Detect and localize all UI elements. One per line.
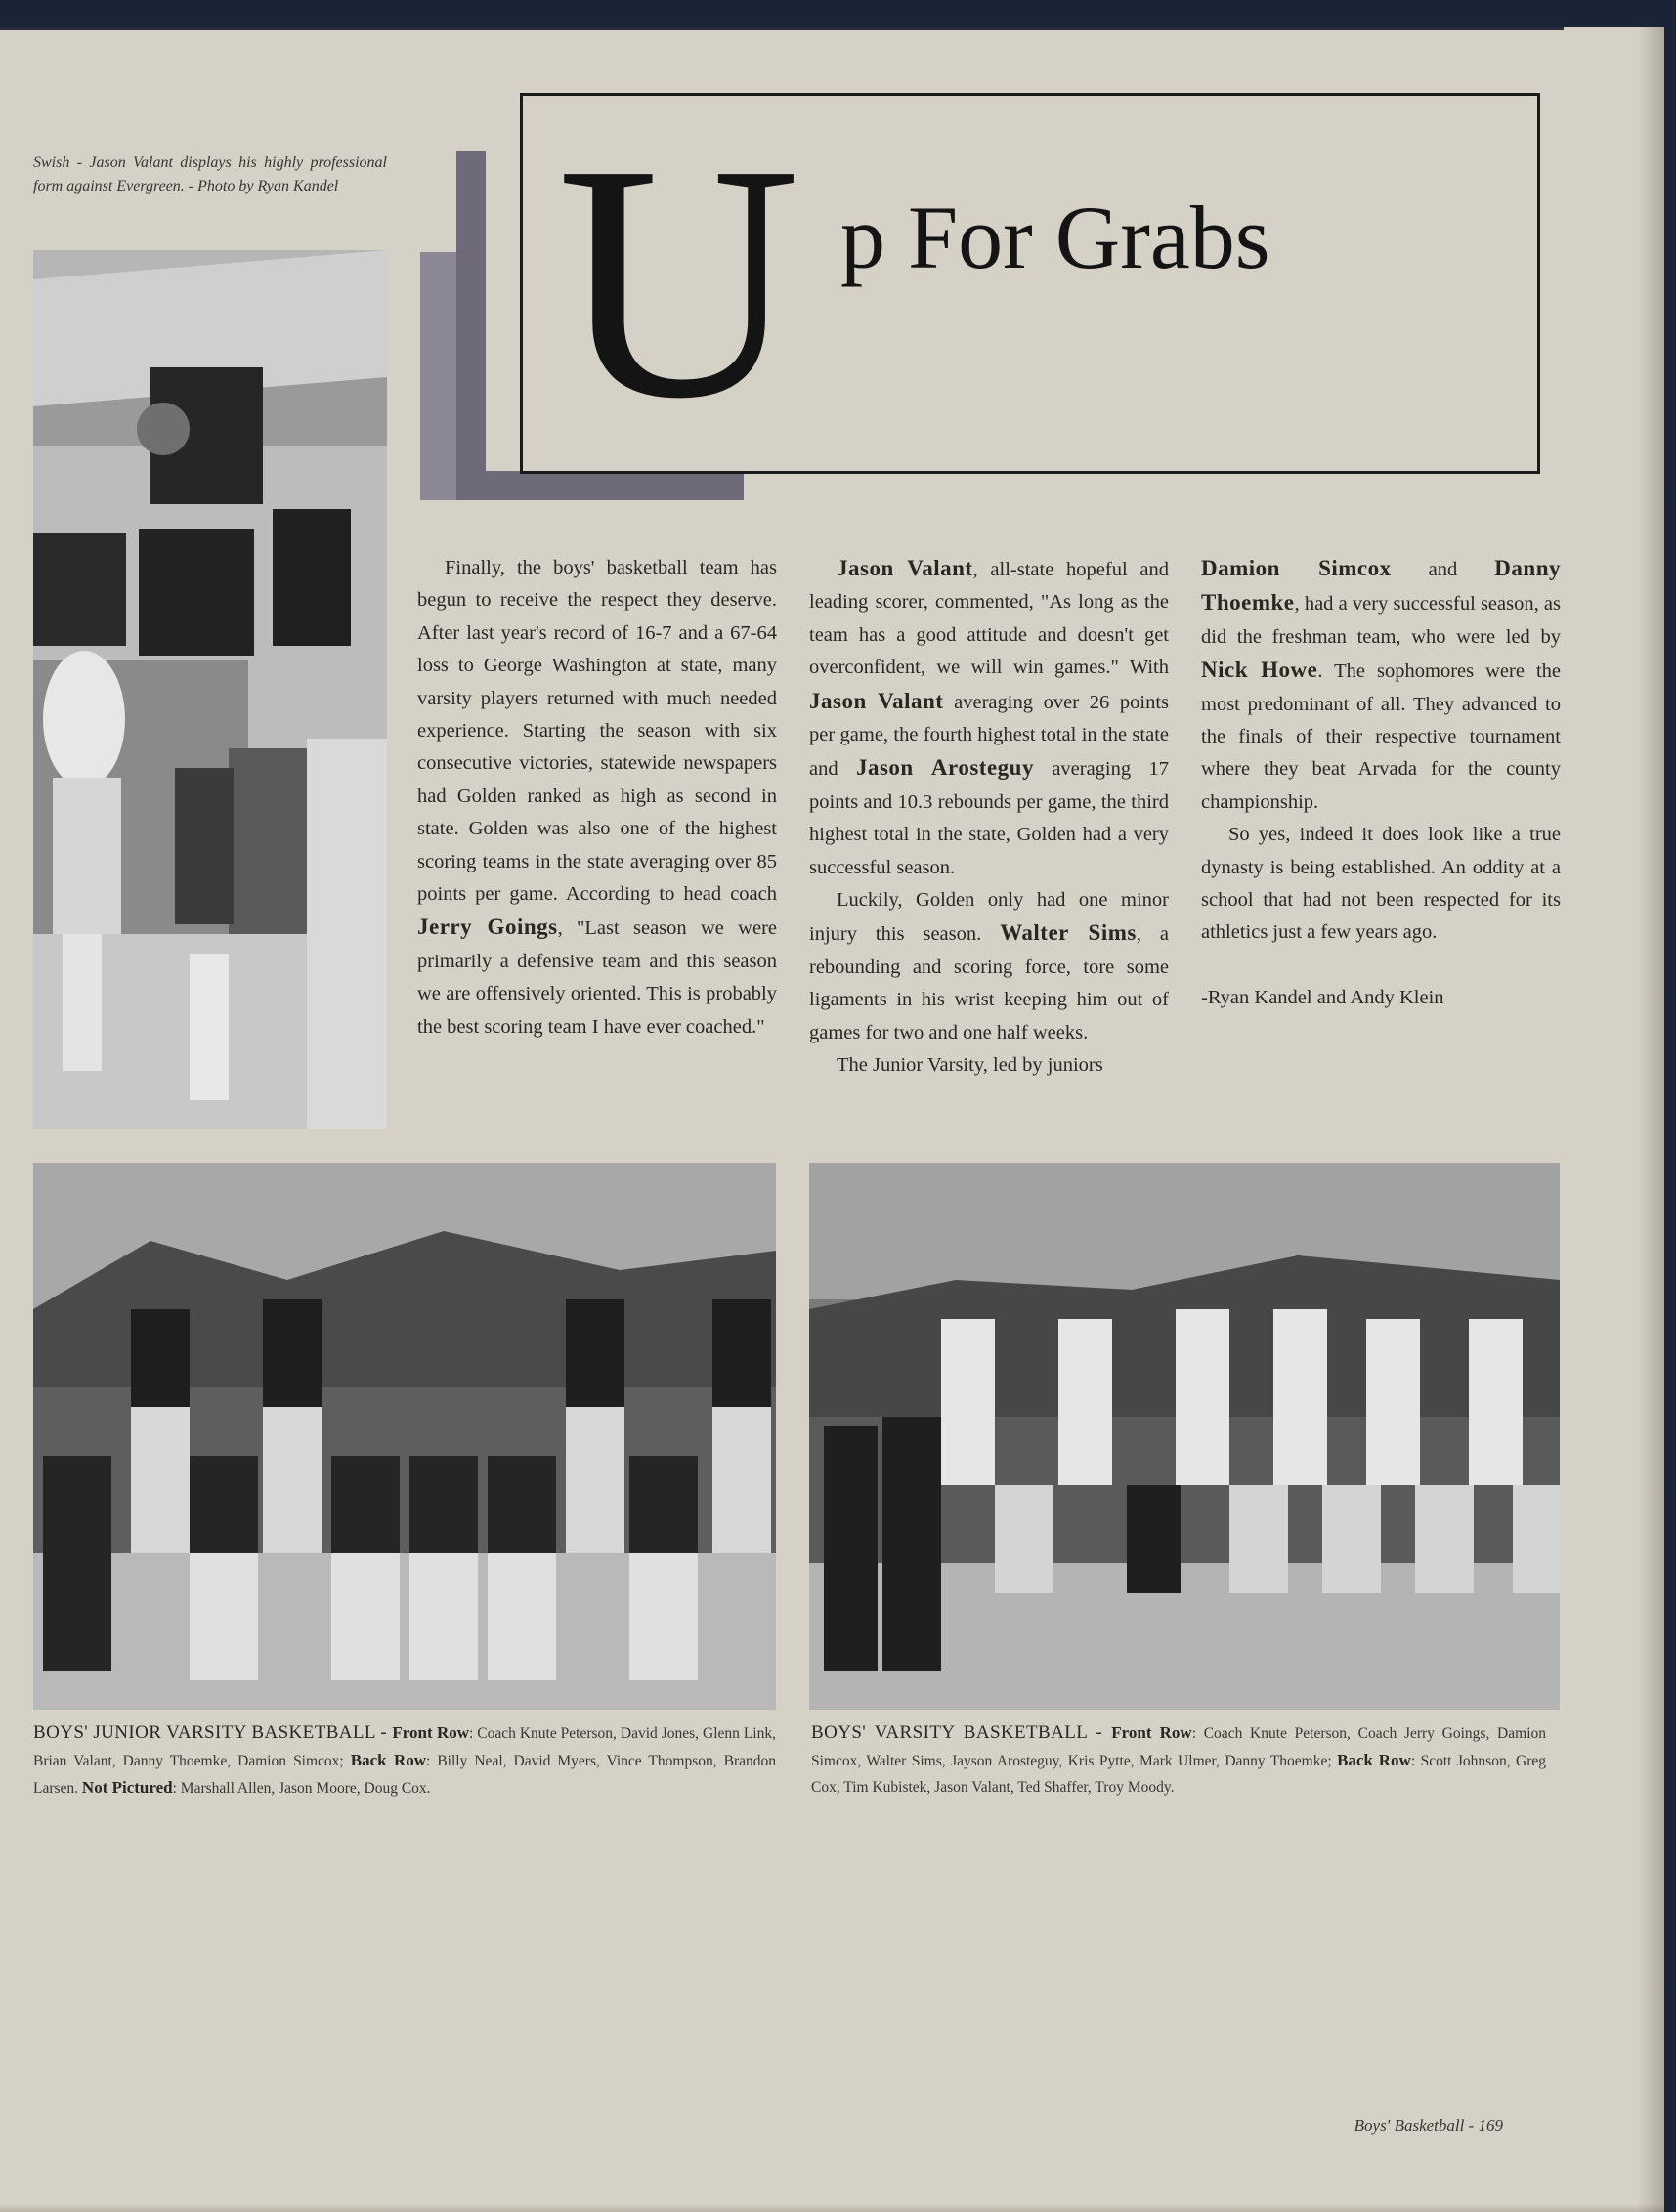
caption-heading: BOYS' VARSITY BASKETBALL -: [811, 1723, 1112, 1743]
page-footer: Boys' Basketball - 169: [1354, 2116, 1503, 2135]
varsity-team-caption: [811, 1720, 1546, 1801]
article-paragraph: [809, 884, 1169, 1049]
article-paragraph: [1201, 552, 1561, 819]
action-photo-image: [33, 250, 387, 1129]
text-span: , a rebounding and scoring force, tore some ligaments in his wrist keeping him out of games for two and one half weeks.: [809, 923, 1169, 1043]
text-span: . The sophomores were the most predominant of all. They advanced to the finals of their respective tournament where they beat Arvada for the county championship.: [1201, 660, 1561, 813]
text-span: Finally, the boys' basketball team has begun to receive the respect they deserve. After last year's record of 16-7 and a 67-64 loss to George Washington at state, many varsity players returned with much needed experience. Starting the season with six consecutive victories, statewide newspapers had Golden ranked as high as second in state. Golden was also one of the highest scoring teams in the state averaging over 85 points per game. According to head coach: [417, 557, 777, 906]
bottom-edge: [0, 2204, 1664, 2212]
text-span: , had a very successful season, as did the freshman team, who were led by: [1201, 593, 1561, 648]
name-valant: Jason Valant: [809, 688, 944, 713]
name-simcox: Damion Simcox: [1201, 556, 1392, 580]
top-edge-line: [0, 27, 1564, 30]
text-span: averaging over 26 points per game, the fourth highest total in the state and: [809, 691, 1169, 781]
text-span: and: [1391, 559, 1495, 580]
jv-team-photo-image: [33, 1163, 776, 1710]
caption-names: : Billy Neal, David Myers, Vince Thompson, Brandon Larsen.: [33, 1753, 776, 1797]
article-paragraph: So yes, indeed it does look like a true dynasty is being established. An oddity at a school that had not been respected for its athletics just a few years ago.: [1201, 824, 1561, 944]
name-howe: Nick Howe: [1201, 658, 1318, 683]
caption-label: Not Pictured: [81, 1778, 173, 1797]
article-column-3: [1201, 552, 1561, 1014]
decorative-vertical-bar: [456, 151, 486, 500]
caption-names: : Coach Knute Peterson, David Jones, Glenn Link, Brian Valant, Danny Thoemke, Damion Simcox;: [33, 1725, 776, 1769]
text-span: Luckily, Golden only had one minor injury this season.: [809, 889, 1169, 946]
article-byline: -Ryan Kandel and Andy Klein: [1201, 986, 1444, 1008]
caption-label: Front Row: [392, 1723, 470, 1742]
jv-team-photo: [33, 1163, 776, 1710]
caption-label: Back Row: [350, 1751, 427, 1769]
jv-team-caption: [33, 1720, 776, 1802]
caption-label: Back Row: [1337, 1751, 1411, 1769]
page-curl-shadow: [1637, 27, 1664, 2212]
text-span: , all-state hopeful and leading scorer, commented, "As long as the team has a good attitude and doesn't get overconfident, we will win games." With: [809, 559, 1170, 679]
article-paragraph: [809, 552, 1169, 884]
action-photo-caption: Swish - Jason Valant displays his highly professional form against Evergreen. - Photo by Ryan Kandel: [33, 154, 387, 194]
name-sims: Walter Sims: [1000, 920, 1137, 946]
article-paragraph: [417, 552, 777, 1043]
name-valant: Jason Valant: [837, 556, 973, 580]
article-column-1: [417, 552, 777, 1043]
name-arosteguy: Jason Arosteguy: [855, 755, 1034, 781]
article-column-2: [809, 552, 1169, 1083]
page-title: p For Grabs: [840, 188, 1270, 287]
varsity-team-photo-image: [809, 1163, 1560, 1710]
caption-label: Front Row: [1111, 1723, 1192, 1742]
yearbook-page: [0, 27, 1664, 2212]
text-span: , "Last season we were primarily a defensive team and this season we are offensively oriented. This is probably the best scoring team I have ever coached.": [417, 917, 777, 1038]
caption-names: : Scott Johnson, Greg Cox, Tim Kubistek, Jason Valant, Ted Shaffer, Troy Moody.: [811, 1753, 1547, 1796]
title-drop-cap: U: [557, 95, 801, 468]
caption-names: : Coach Knute Peterson, Coach Jerry Goings, Damion Simcox, Walter Sims, Jayson Arosteguy, Kris Pytte, Mark Ulmer, Danny Thoemke;: [811, 1725, 1546, 1769]
name-thoemke: Danny Thoemke: [1201, 556, 1561, 616]
name-coach-goings: Jerry Goings: [417, 915, 558, 940]
varsity-team-photo: [809, 1163, 1560, 1710]
decorative-shadow-bar: [420, 252, 456, 500]
action-photo: [33, 250, 387, 1129]
caption-heading: BOYS' JUNIOR VARSITY BASKETBALL -: [33, 1723, 393, 1743]
caption-names: : Marshall Allen, Jason Moore, Doug Cox.: [172, 1780, 431, 1797]
text-span: averaging 17 points and 10.3 rebounds per game, the third highest total in the state, Golden had a very successful season.: [809, 758, 1169, 878]
article-paragraph: The Junior Varsity, led by juniors: [837, 1054, 1103, 1077]
decorative-horizontal-bar: [456, 471, 744, 500]
